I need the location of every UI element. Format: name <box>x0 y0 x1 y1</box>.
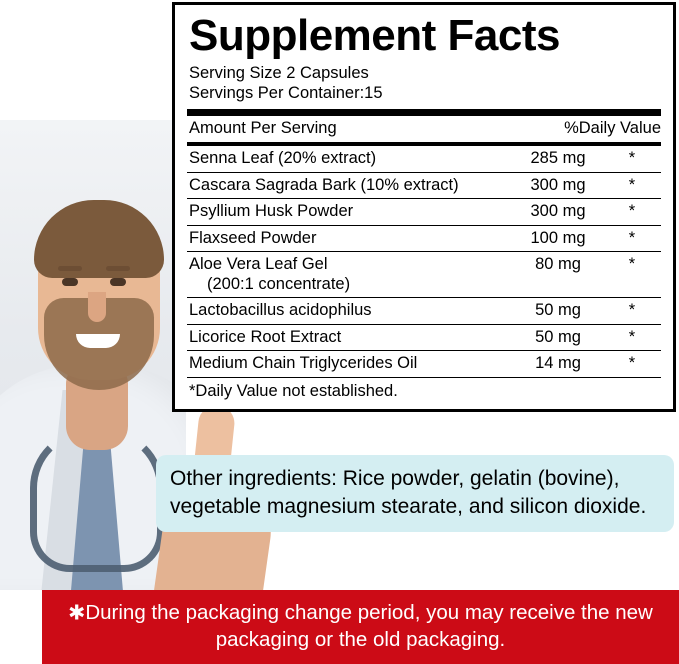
ingredient-amount: 50 mg <box>513 324 601 350</box>
page-title: Supplement Facts <box>189 11 560 60</box>
ingredient-daily-value: * <box>601 225 661 251</box>
ingredient-subnote: (200:1 concentrate) <box>207 274 351 293</box>
ingredient-daily-value: * <box>601 199 661 225</box>
other-ingredients-box <box>156 455 674 532</box>
table-row <box>187 172 661 198</box>
ingredient-daily-value: * <box>601 252 661 298</box>
ingredient-amount: 50 mg <box>513 298 601 324</box>
table-row <box>187 252 661 298</box>
table-row <box>187 298 661 324</box>
nose <box>88 292 106 322</box>
ingredient-daily-value: * <box>601 144 661 172</box>
ingredient-daily-value: * <box>601 351 661 377</box>
ingredient-name: Medium Chain Triglycerides Oil <box>187 351 513 377</box>
ingredient-name: Senna Leaf (20% extract) <box>187 144 513 172</box>
ingredient-name-group <box>187 252 513 298</box>
divider-thick <box>187 109 661 116</box>
ingredient-name: Psyllium Husk Powder <box>187 199 513 225</box>
ingredient-amount: 14 mg <box>513 351 601 377</box>
header-amount-per-serving: Amount Per Serving <box>187 116 513 144</box>
supplement-facts-panel <box>172 2 676 412</box>
ingredient-name: Licorice Root Extract <box>187 324 513 350</box>
eye-left <box>62 278 78 286</box>
daily-value-footnote: *Daily Value not established. <box>189 381 398 400</box>
table-row <box>187 351 661 377</box>
packaging-notice-banner <box>42 590 679 664</box>
serving-size: Serving Size 2 Capsules <box>189 63 369 82</box>
ingredient-amount: 80 mg <box>513 252 601 298</box>
nutrition-table <box>187 116 661 378</box>
header-daily-value: %Daily Value <box>513 116 661 144</box>
table-row <box>187 199 661 225</box>
asterisk-icon: ✱ <box>68 601 86 625</box>
ingredient-daily-value: * <box>601 172 661 198</box>
ingredient-daily-value: * <box>601 298 661 324</box>
ingredient-name: Aloe Vera Leaf Gel <box>189 255 328 274</box>
eyebrow-left <box>58 266 82 271</box>
table-row <box>187 144 661 172</box>
ingredient-name: Cascara Sagrada Bark (10% extract) <box>187 172 513 198</box>
eyebrow-right <box>106 266 130 271</box>
ingredient-amount: 285 mg <box>513 144 601 172</box>
servings-per-container: Servings Per Container:15 <box>189 83 383 102</box>
ingredient-name: Lactobacillus acidophilus <box>187 298 513 324</box>
other-ingredients-text: Other ingredients: Rice powder, gelatin (bovine), vegetable magnesium stearate, and silicon dioxide. <box>170 467 647 518</box>
ingredient-amount: 300 mg <box>513 172 601 198</box>
ingredient-name: Flaxseed Powder <box>187 225 513 251</box>
packaging-notice-line <box>54 600 667 654</box>
table-row <box>187 324 661 350</box>
ingredient-amount: 300 mg <box>513 199 601 225</box>
table-header-row <box>187 116 661 144</box>
ingredient-amount: 100 mg <box>513 225 601 251</box>
eye-right <box>110 278 126 286</box>
ingredient-daily-value: * <box>601 324 661 350</box>
packaging-notice-text: During the packaging change period, you may receive the new packaging or the old packaging. <box>85 601 653 652</box>
table-row <box>187 225 661 251</box>
